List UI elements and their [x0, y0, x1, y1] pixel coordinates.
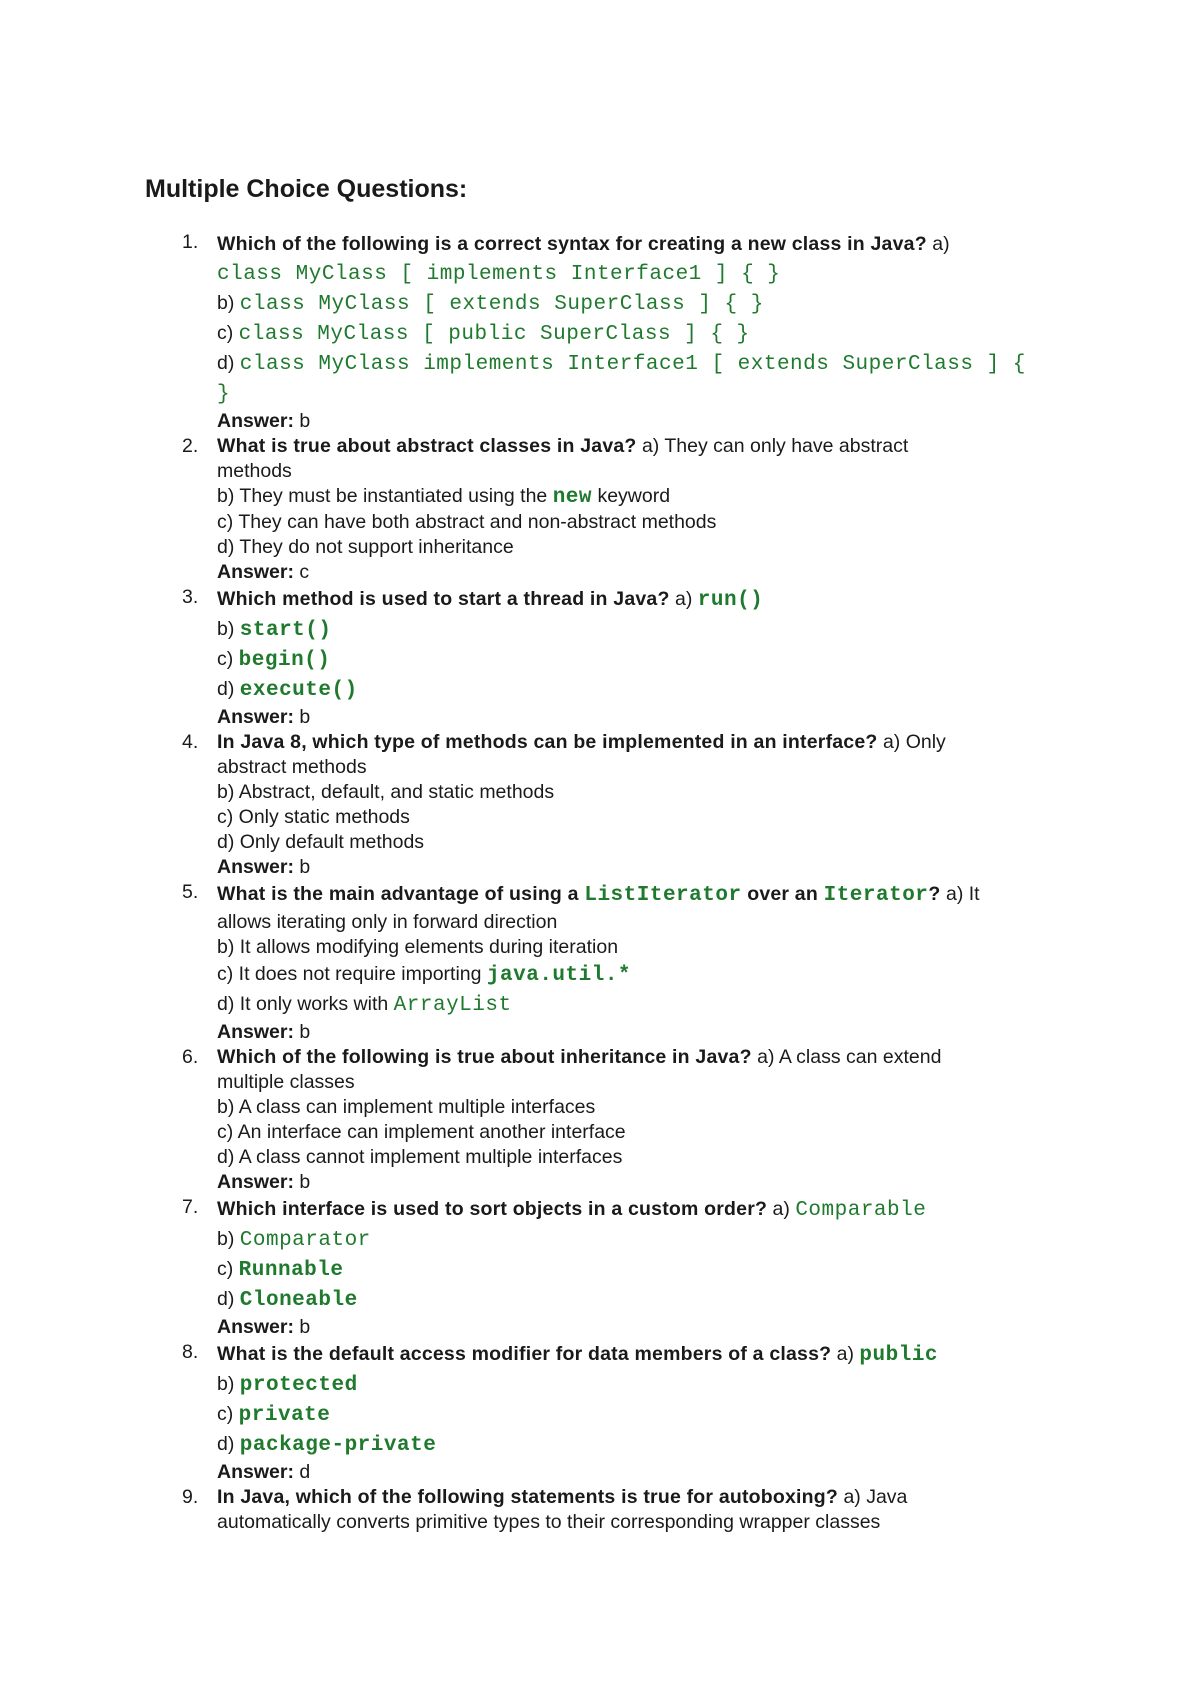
option-c [217, 319, 1057, 349]
question-number: 6. [182, 1046, 199, 1068]
option-code: } [217, 383, 231, 406]
question-stem: Which interface is used to sort objects in a custom order? [217, 1198, 768, 1220]
option-text: They can only have abstract [664, 435, 909, 457]
question-stem-line [217, 230, 1057, 259]
option-letter: b) [217, 1096, 235, 1118]
option-letter: a) [772, 1198, 790, 1220]
option-b [217, 289, 1057, 319]
question-number: 4. [182, 731, 199, 753]
option-a-continuation [217, 755, 1057, 780]
option-text: Only static methods [238, 806, 410, 828]
option-letter: b) [217, 292, 235, 314]
answer-value: c [299, 561, 310, 583]
answer-value: d [299, 1461, 311, 1483]
question-5 [0, 880, 1057, 1045]
question-number: 3. [182, 586, 199, 608]
question-stem: Which of the following is true about inheritance in Java? [217, 1046, 752, 1068]
option-letter: a) [945, 883, 964, 905]
option-letter: b) [217, 781, 235, 803]
answer-value: b [299, 856, 311, 878]
question-3 [0, 585, 1057, 730]
option-text: A class cannot implement multiple interfaces [238, 1146, 623, 1168]
option-code: class MyClass [ implements Interface1 ] { } [217, 263, 781, 286]
question-8 [0, 1340, 1057, 1485]
option-text: methods [217, 460, 292, 482]
option-letter: b) [217, 618, 235, 640]
question-list [0, 230, 1200, 1535]
option-letter: d) [217, 678, 235, 700]
option-b [217, 1370, 1057, 1400]
answer-label: Answer: [217, 1171, 294, 1193]
question-number: 8. [182, 1341, 199, 1363]
option-letter: c) [217, 1121, 234, 1143]
option-text: A class can extend [778, 1046, 942, 1068]
answer-line [217, 1460, 1057, 1485]
question-1 [0, 230, 1057, 434]
question-9 [0, 1485, 1057, 1535]
question-stem: Which of the following is a correct syntax for creating a new class in Java? [217, 233, 927, 255]
option-code: ArrayList [393, 994, 512, 1017]
option-c [217, 1400, 1057, 1430]
question-stem: What is the main advantage of using a ListIterator over an Iterator? [217, 883, 941, 907]
option-text: Only default methods [239, 831, 425, 853]
answer-label: Answer: [217, 706, 294, 728]
option-letter: c) [217, 511, 234, 533]
answer-line [217, 705, 1057, 730]
question-number: 9. [182, 1486, 199, 1508]
option-letter: c) [217, 648, 234, 670]
question-stem-line [217, 434, 1057, 459]
question-stem-line [217, 730, 1057, 755]
option-b [217, 1095, 1057, 1120]
question-stem-line [217, 1485, 1057, 1510]
option-text: They must be instantiated using the [239, 485, 548, 507]
answer-line [217, 409, 1057, 434]
option-b [217, 615, 1057, 645]
stem-code: ListIterator [584, 884, 742, 907]
question-stem-line [217, 1045, 1057, 1070]
option-d-continuation [217, 379, 1057, 409]
option-letter: a) [843, 1486, 861, 1508]
option-text: It allows modifying elements during iteration [239, 936, 619, 958]
option-letter: a) [932, 233, 950, 255]
option-text: Java [866, 1486, 908, 1508]
answer-label: Answer: [217, 410, 294, 432]
option-letter: b) [217, 1228, 235, 1250]
option-code: Comparable [795, 1199, 927, 1222]
question-stem: In Java, which of the following statements is true for autoboxing? [217, 1486, 839, 1508]
option-text: They can have both abstract and non-abstract methods [238, 511, 717, 533]
question-number: 1. [182, 231, 199, 253]
option-text: They do not support inheritance [239, 536, 514, 558]
option-code: begin() [238, 649, 331, 672]
option-text: It [968, 883, 980, 905]
answer-label: Answer: [217, 561, 294, 583]
option-b [217, 484, 1057, 510]
answer-value: b [299, 706, 311, 728]
question-stem: What is the default access modifier for data members of a class? [217, 1343, 832, 1365]
option-a-continuation [217, 1070, 1057, 1095]
option-letter: d) [217, 831, 235, 853]
option-letter: d) [217, 1288, 235, 1310]
option-code: package-private [239, 1434, 437, 1457]
option-c [217, 645, 1057, 675]
option-letter: a) [882, 731, 901, 753]
option-text: It does not require importing [238, 963, 482, 985]
option-c [217, 1120, 1057, 1145]
question-number: 2. [182, 435, 199, 457]
option-a-continuation [217, 910, 1057, 935]
answer-value: b [299, 1171, 311, 1193]
option-letter: a) [836, 1343, 854, 1365]
option-text: It only works with [239, 993, 389, 1015]
option-d [217, 1145, 1057, 1170]
option-letter: c) [217, 806, 234, 828]
option-text: allows iterating only in forward direction [217, 911, 558, 933]
answer-line [217, 1020, 1057, 1045]
question-stem-line [217, 585, 1057, 615]
option-letter: a) [675, 588, 693, 610]
option-letter: a) [757, 1046, 775, 1068]
option-text: keyword [597, 485, 671, 507]
question-4 [0, 730, 1057, 880]
option-letter: d) [217, 1146, 235, 1168]
option-c [217, 510, 1057, 535]
option-text: A class can implement multiple interfaces [238, 1096, 596, 1118]
question-stem: What is true about abstract classes in Java? [217, 435, 637, 457]
question-stem-line [217, 1195, 1057, 1225]
question-6 [0, 1045, 1057, 1195]
answer-line [217, 560, 1057, 585]
option-text: Only [905, 731, 946, 753]
page-heading: Multiple Choice Questions: [145, 175, 468, 203]
option-d [217, 1285, 1057, 1315]
option-letter: b) [217, 1373, 235, 1395]
option-code: run() [697, 589, 764, 612]
option-code: class MyClass implements Interface1 [ extends SuperClass ] { [239, 353, 1026, 376]
answer-line [217, 855, 1057, 880]
option-letter: c) [217, 963, 234, 985]
option-b [217, 1225, 1057, 1255]
answer-value: b [299, 1316, 311, 1338]
option-d [217, 990, 1057, 1020]
option-text: An interface can implement another interface [237, 1121, 626, 1143]
question-2 [0, 434, 1057, 585]
option-a-continuation [217, 459, 1057, 484]
option-d [217, 349, 1057, 379]
option-letter: b) [217, 936, 235, 958]
answer-line [217, 1315, 1057, 1340]
option-letter: d) [217, 1433, 235, 1455]
option-d [217, 535, 1057, 560]
option-code: protected [239, 1374, 358, 1397]
option-code: class MyClass [ public SuperClass ] { } [238, 323, 750, 346]
question-number: 7. [182, 1196, 199, 1218]
option-code: Cloneable [239, 1289, 358, 1312]
question-number: 5. [182, 881, 199, 903]
option-letter: d) [217, 536, 235, 558]
option-c [217, 1255, 1057, 1285]
option-code: execute() [239, 679, 358, 702]
option-a-continuation [217, 1510, 1057, 1535]
option-d [217, 1430, 1057, 1460]
answer-line [217, 1170, 1057, 1195]
option-letter: c) [217, 322, 234, 344]
option-code: new [552, 486, 593, 509]
option-letter: d) [217, 993, 235, 1015]
option-letter: c) [217, 1258, 234, 1280]
question-stem-line [217, 1340, 1057, 1370]
option-letter: c) [217, 1403, 234, 1425]
option-text: Abstract, default, and static methods [238, 781, 555, 803]
question-stem-line [217, 880, 1057, 910]
option-code: private [238, 1404, 331, 1427]
option-d [217, 675, 1057, 705]
option-letter: b) [217, 485, 235, 507]
option-code: Comparator [239, 1229, 371, 1252]
answer-value: b [299, 410, 311, 432]
option-code: class MyClass [ extends SuperClass ] { } [239, 293, 764, 316]
answer-value: b [299, 1021, 311, 1043]
option-letter: a) [641, 435, 660, 457]
option-a [217, 259, 1057, 289]
option-text: abstract methods [217, 756, 367, 778]
option-c [217, 805, 1057, 830]
option-b [217, 935, 1057, 960]
question-7 [0, 1195, 1057, 1340]
answer-label: Answer: [217, 1316, 294, 1338]
option-code: Runnable [238, 1259, 344, 1282]
question-stem: Which method is used to start a thread in Java? [217, 588, 670, 610]
option-code: java.util.* [486, 964, 632, 987]
answer-label: Answer: [217, 856, 294, 878]
stem-code: Iterator [823, 884, 929, 907]
option-text: multiple classes [217, 1071, 355, 1093]
option-code: start() [239, 619, 332, 642]
question-stem: In Java 8, which type of methods can be implemented in an interface? [217, 731, 878, 753]
option-d [217, 830, 1057, 855]
answer-label: Answer: [217, 1461, 294, 1483]
option-c [217, 960, 1057, 990]
option-letter: d) [217, 352, 235, 374]
option-b [217, 780, 1057, 805]
answer-label: Answer: [217, 1021, 294, 1043]
option-text: automatically converts primitive types to their corresponding wrapper classes [217, 1511, 881, 1533]
option-code: public [859, 1344, 939, 1367]
